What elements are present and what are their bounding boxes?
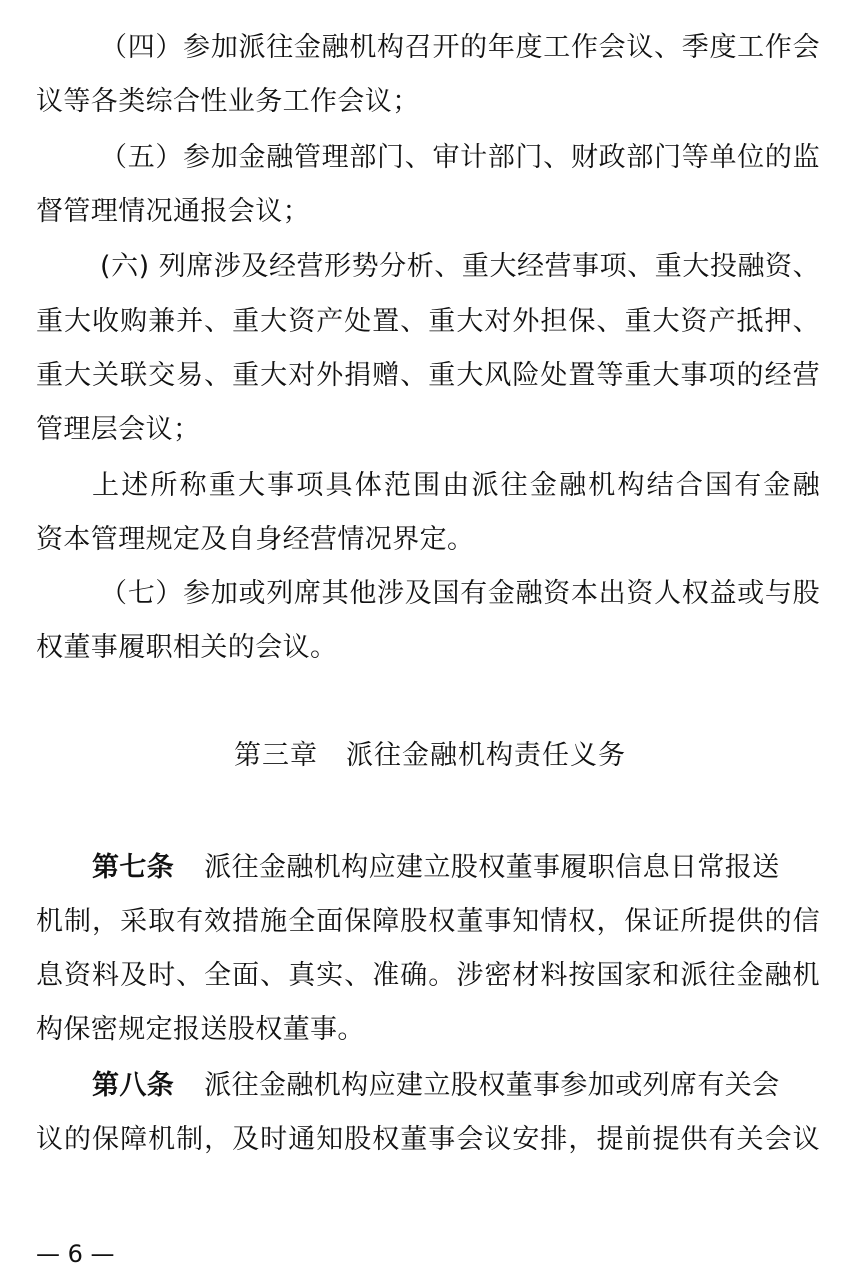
paragraph-6-line-4: 管理层会议；	[36, 414, 201, 445]
chapter-heading: 第三章 派往金融机构责任义务	[234, 740, 626, 771]
paragraph-6-line-3: 重大关联交易、重大对外捐赠、重大风险处置等重大事项的经营	[36, 360, 820, 391]
article-7-line-2: 机制，采取有效措施全面保障股权董事知情权，保证所提供的信	[36, 906, 820, 937]
note-paragraph-line-2: 资本管理规定及自身经营情况界定。	[36, 524, 475, 555]
article-7-line-4: 构保密规定报送股权董事。	[36, 1014, 365, 1045]
note-paragraph-line-1: 上述所称重大事项具体范围由派往金融机构结合国有金融	[92, 470, 820, 501]
paragraph-4-line-1: （四）参加派往金融机构召开的年度工作会议、季度工作会	[100, 32, 820, 63]
paragraph-7-line-1: （七）参加或列席其他涉及国有金融资本出资人权益或与股	[100, 578, 820, 609]
page-number: — 6 —	[36, 1240, 115, 1268]
paragraph-4-line-2: 议等各类综合性业务工作会议；	[36, 86, 420, 117]
paragraph-6-line-1: (六) 列席涉及经营形势分析、重大经营事项、重大投融资、	[100, 251, 820, 282]
article-8-line-1	[92, 1068, 820, 1104]
paragraph-7-line-2: 权董事履职相关的会议。	[36, 632, 338, 663]
article-8-label: 第八条	[92, 1070, 175, 1101]
article-7-line-3: 息资料及时、全面、真实、准确。涉密材料按国家和派往金融机	[36, 960, 820, 991]
paragraph-5-line-2: 督管理情况通报会议；	[36, 196, 310, 227]
article-7-line-1	[92, 850, 820, 886]
article-8-line-2: 议的保障机制，及时通知股权董事会议安排，提前提供有关会议	[36, 1124, 820, 1155]
paragraph-5-line-1: （五）参加金融管理部门、审计部门、财政部门等单位的监	[100, 142, 820, 173]
article-7-label: 第七条	[92, 852, 175, 883]
article-7-first-line: 派往金融机构应建立股权董事履职信息日常报送	[204, 852, 780, 883]
article-8-first-line: 派往金融机构应建立股权董事参加或列席有关会	[204, 1070, 780, 1101]
paragraph-6-line-2: 重大收购兼并、重大资产处置、重大对外担保、重大资产抵押、	[36, 306, 820, 337]
